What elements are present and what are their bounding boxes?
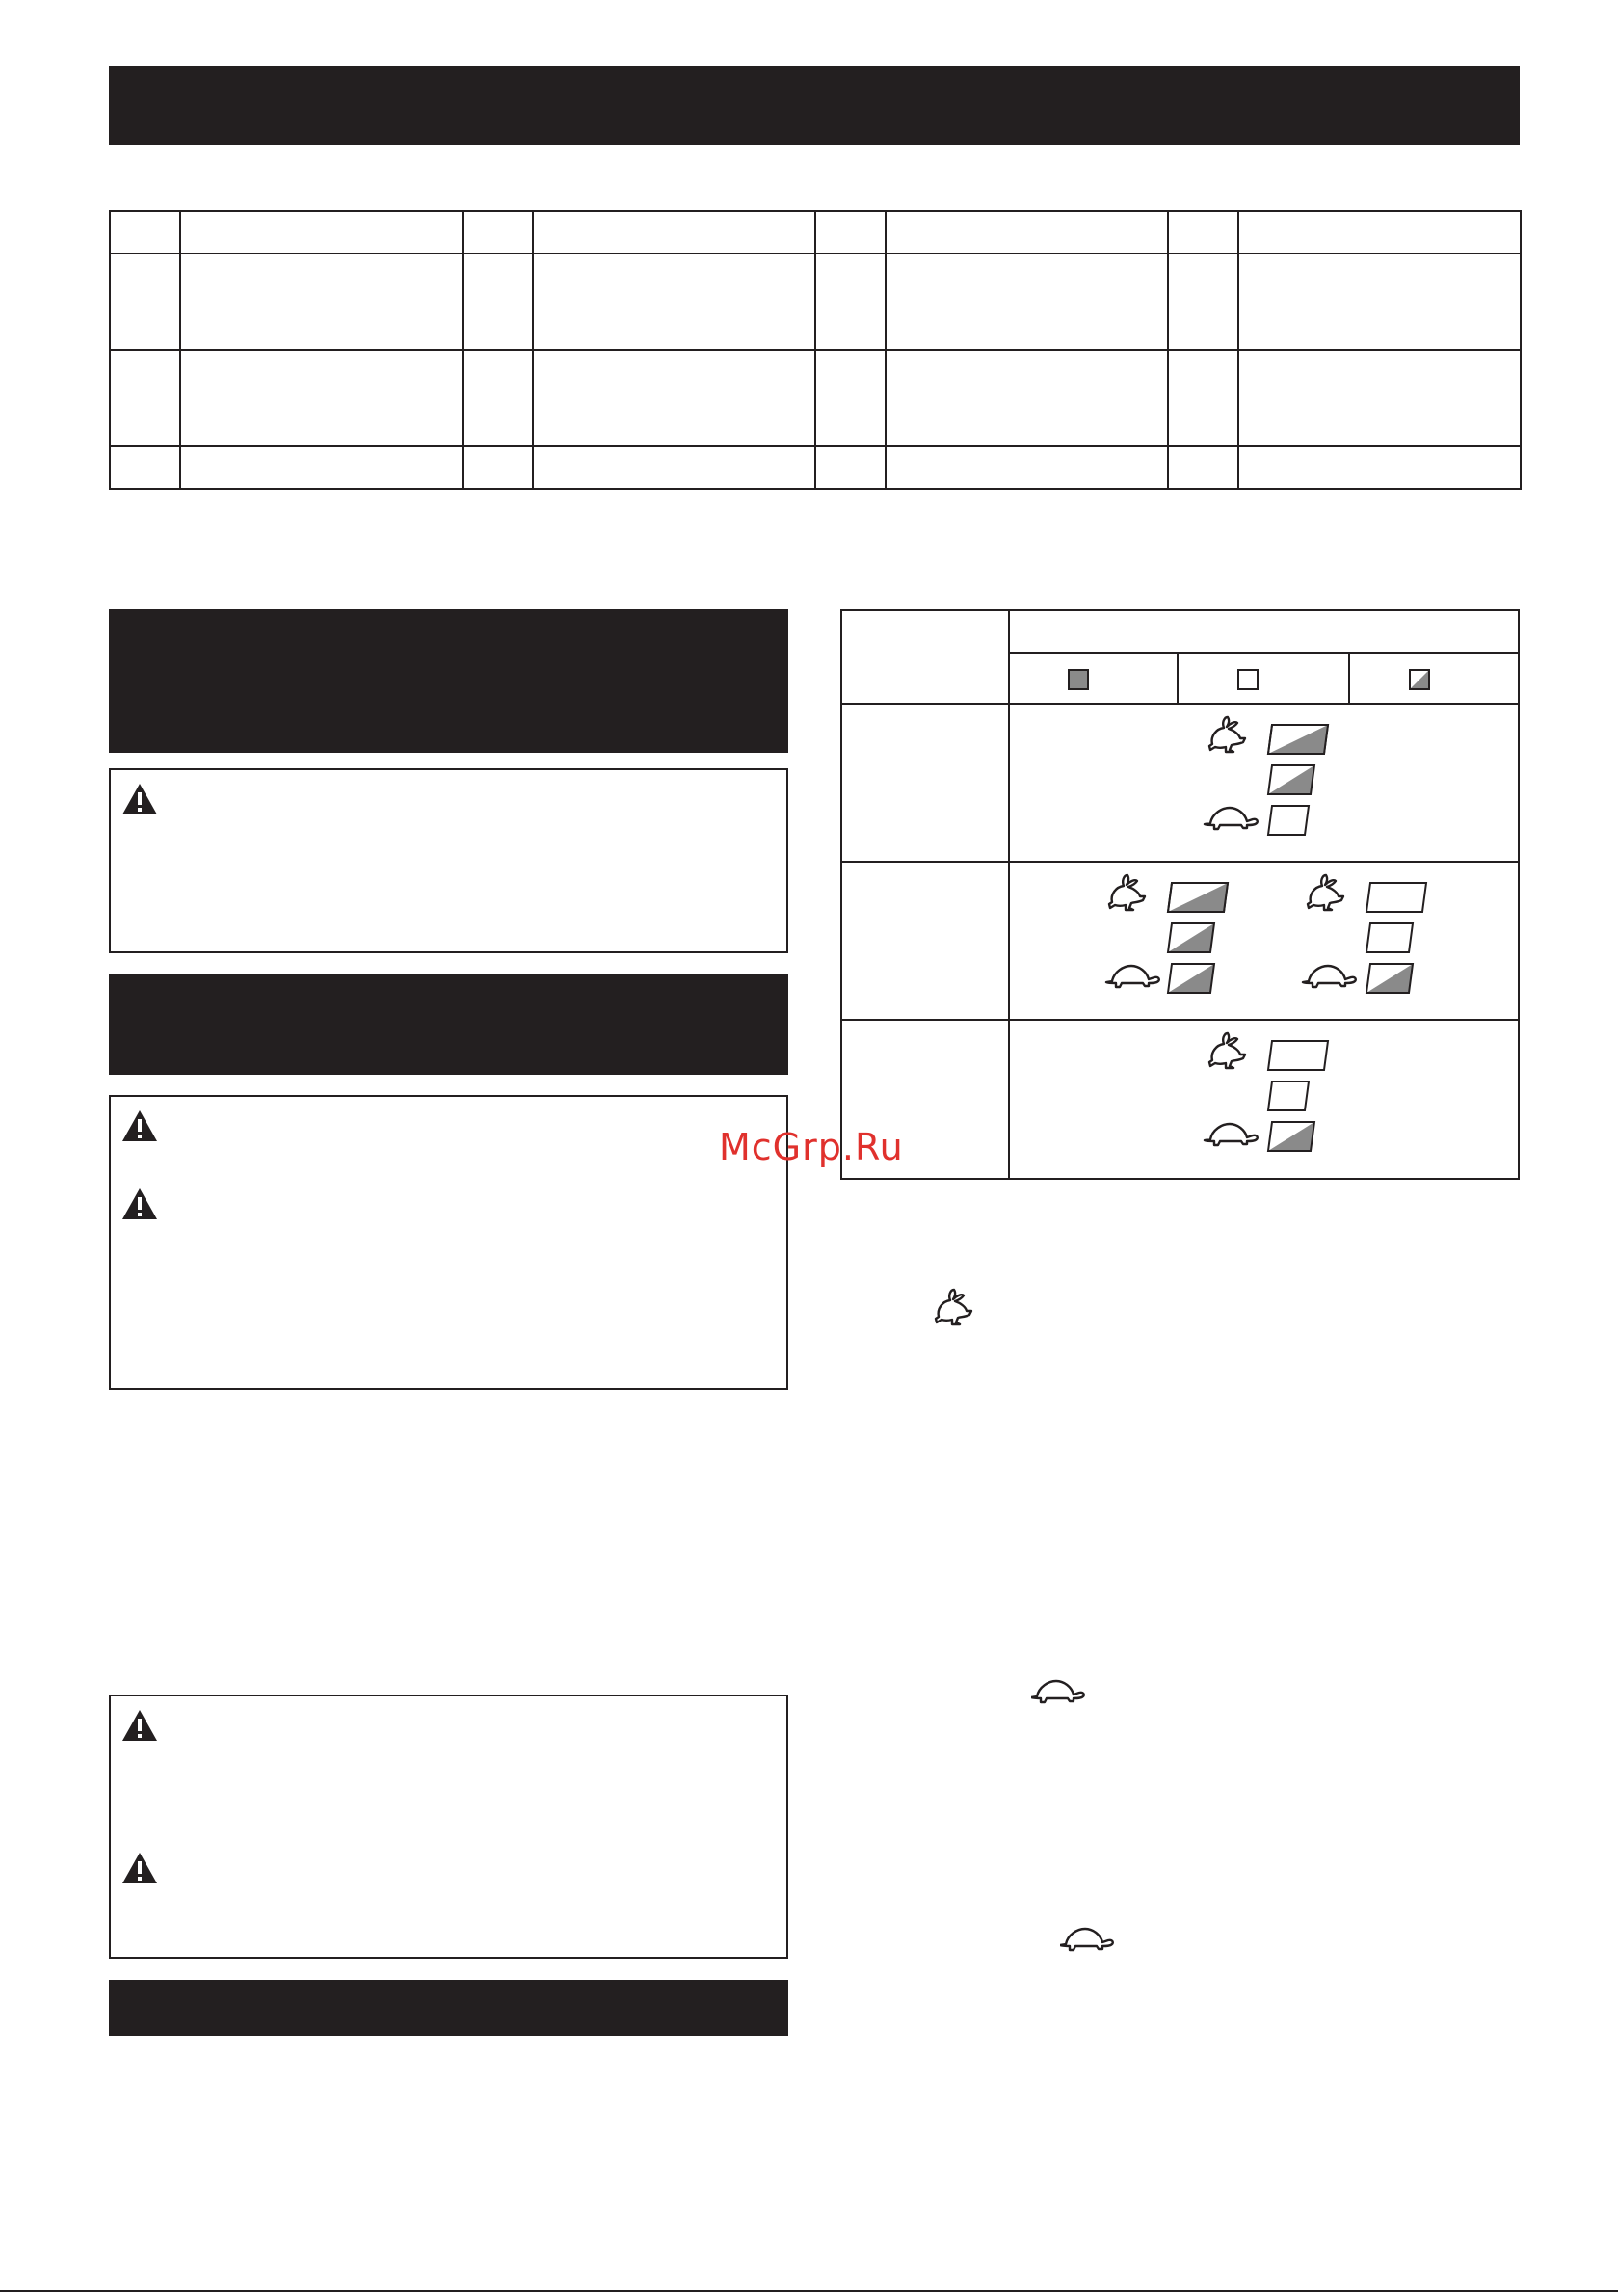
warning-box-1 [109, 768, 788, 953]
warning-triangle-icon [120, 1108, 159, 1143]
section-bar-1 [109, 609, 788, 753]
row1-bar-mid [1268, 765, 1314, 794]
speed-indicator-table [840, 609, 1520, 1180]
section-bar-2 [109, 974, 788, 1075]
led-off-icon [1238, 670, 1258, 689]
row2-left-bar-low [1168, 964, 1214, 993]
row1-bar-high [1268, 725, 1328, 754]
warning-triangle-icon [120, 1708, 159, 1743]
row2-left-turtle-icon [1106, 966, 1159, 987]
warning-triangle-icon [120, 782, 159, 816]
spec-table [109, 210, 1522, 490]
watermark-text: McGrp.Ru [719, 1126, 904, 1168]
row3-bar-high [1268, 1041, 1328, 1070]
row1-rabbit-icon [1209, 717, 1245, 752]
warning-triangle-icon [120, 1851, 159, 1885]
row2-left-bar-mid [1168, 923, 1214, 952]
row3-rabbit-icon [1209, 1033, 1245, 1068]
row3-bar-mid [1268, 1081, 1309, 1110]
row3-bar-low [1268, 1122, 1314, 1151]
led-lit-icon [1069, 670, 1088, 689]
row1-bar-low [1268, 806, 1309, 835]
row2-left-bar-high [1168, 883, 1228, 912]
section-bar-3 [109, 1980, 788, 2036]
rabbit-high-speed-icon [933, 1288, 973, 1326]
led-blinking-icon [1410, 670, 1429, 689]
row2-left-rabbit-icon [1109, 875, 1145, 910]
row2-right-rabbit-icon [1308, 875, 1343, 910]
row1-turtle-icon [1205, 808, 1258, 829]
warning-box-2 [109, 1095, 788, 1390]
top-title-bar [109, 66, 1520, 145]
row2-right-bar-high [1366, 883, 1426, 912]
warning-triangle-icon [120, 1187, 159, 1221]
row2-right-turtle-icon [1303, 966, 1356, 987]
turtle-low-speed-icon [1060, 1923, 1116, 1954]
row2-right-bar-mid [1366, 923, 1413, 952]
bottom-rule [0, 2290, 1618, 2292]
turtle-low-speed-icon [1031, 1675, 1087, 1706]
warning-box-3 [109, 1695, 788, 1959]
row3-turtle-icon [1205, 1124, 1258, 1145]
row2-right-bar-low [1366, 964, 1413, 993]
